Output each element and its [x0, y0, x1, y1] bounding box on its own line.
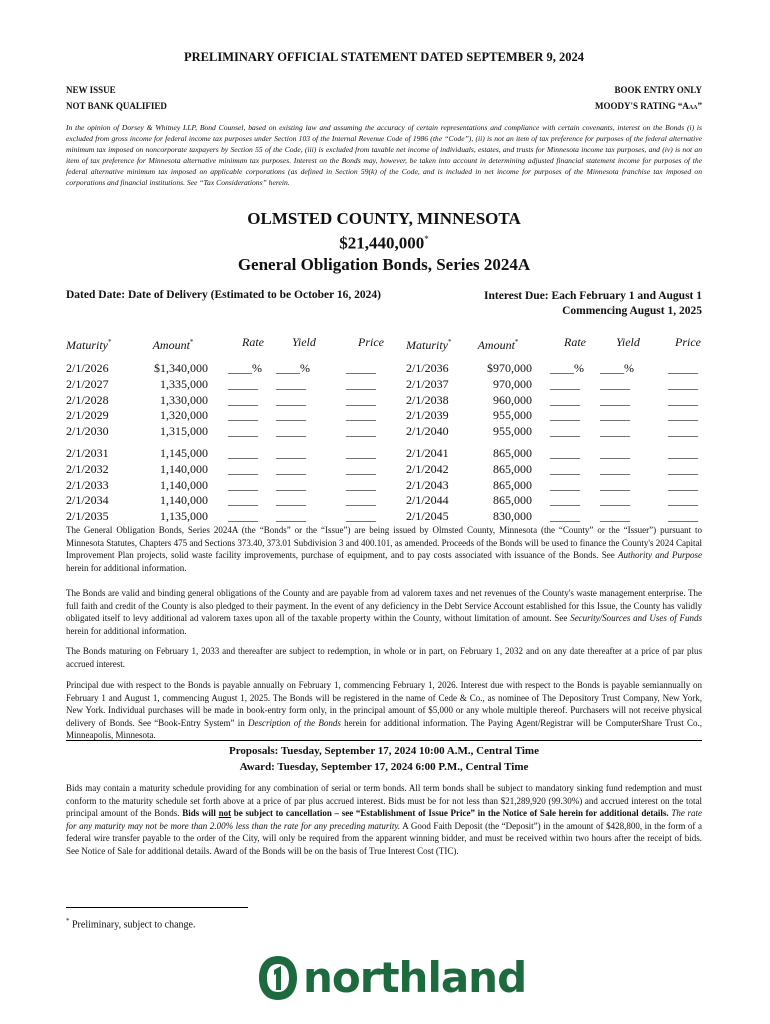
rating-label: MOODY'S RATING “Aaa” [594, 101, 702, 111]
schedule-cell-rate: _____ [228, 445, 258, 460]
schedule-cell-maturity: 2/1/2045 [406, 509, 449, 524]
schedule-cell-price: _____ [346, 493, 376, 508]
northland-logo [255, 950, 527, 1010]
series-name: General Obligation Bonds, Series 2024A [237, 254, 531, 274]
schedule-cell-price: _____ [346, 408, 376, 423]
proposals-line: Proposals: Tuesday, September 17, 2024 10:00 A.M., Central Time [229, 745, 539, 757]
schedule-cell-maturity: 2/1/2037 [406, 376, 449, 391]
schedule-cell-price: _____ [346, 376, 376, 391]
schedule-cell-amount: 830,000 [493, 509, 532, 524]
schedule-cell-price: _____ [668, 477, 698, 492]
schedule-cell-rate: _____ [550, 376, 580, 391]
schedule-cell-rate: _____ [550, 477, 580, 492]
schedule-cell-price: _____ [668, 493, 698, 508]
schedule-cell-amount: 955,000 [493, 408, 532, 423]
schedule-cell-price: _____ [346, 445, 376, 460]
interest-due: Interest Due: Each February 1 and August 1 Commencing August 1, 2025 [484, 290, 702, 317]
schedule-cell-rate: _____ [228, 493, 258, 508]
schedule-cell-maturity: 2/1/2035 [66, 509, 109, 524]
dated-date: Dated Date: Date of Delivery (Estimated to be October 16, 2024) [66, 289, 381, 301]
schedule-cell-yield: _____ [600, 461, 630, 476]
schedule-cell-amount: 1,135,000 [160, 509, 208, 524]
schedule-cell-maturity: 2/1/2036 [406, 361, 449, 375]
schedule-cell-yield: _____ [276, 424, 306, 439]
schedule-cell-price: _____ [668, 445, 698, 460]
schedule-cell-yield: _____ [276, 477, 306, 492]
schedule-cell-yield: _____ [600, 477, 630, 492]
paragraph-redemption: The Bonds maturing on February 1, 2033 and thereafter are subject to redemption, in whole or in part, on February 1, 2032 and on any date thereafter at a price of par plus accrued interest. [66, 646, 702, 669]
schedule-cell-amount: 1,140,000 [160, 477, 208, 492]
schedule-cell-price: _____ [668, 376, 698, 391]
schedule-cell-rate: _____ [228, 424, 258, 439]
schedule-cell-maturity: 2/1/2033 [66, 477, 109, 492]
schedule-cell-amount: 1,145,000 [160, 445, 208, 460]
schedule-cell-yield: _____ [600, 408, 630, 423]
schedule-cell-price: _____ [668, 509, 698, 524]
schedule-cell-maturity: 2/1/2034 [66, 493, 109, 508]
schedule-cell-yield: ____% [276, 361, 310, 375]
issue-heading [66, 208, 702, 275]
schedule-cell-yield: _____ [276, 445, 306, 460]
schedule-cell-yield: _____ [600, 445, 630, 460]
header-left [66, 82, 167, 114]
schedule-cell-amount: 865,000 [493, 493, 532, 508]
schedule-cell-amount: 955,000 [493, 424, 532, 439]
schedule-cell-yield: _____ [600, 392, 630, 407]
schedule-cell-maturity: 2/1/2039 [406, 408, 449, 423]
proposal-dates [66, 740, 702, 775]
schedule-cell-amount: 865,000 [493, 445, 532, 460]
schedule-cell-amount: 970,000 [493, 376, 532, 391]
schedule-cell-maturity: 2/1/2041 [406, 445, 449, 460]
column-header-maturity: Maturity* [406, 338, 452, 352]
schedule-cell-yield: _____ [600, 493, 630, 508]
commencing-date: Commencing August 1, 2025 [562, 305, 702, 317]
schedule-cell-yield: _____ [276, 392, 306, 407]
schedule-cell-rate: _____ [550, 445, 580, 460]
book-entry-label: BOOK ENTRY ONLY [614, 85, 702, 95]
paragraph-authority: The General Obligation Bonds, Series 2024A (the “Bonds” or the “Issue”) are being issued by Olmsted County, Minnesota (the “County” or the “Issuer”) pursuant to Minnesota Statutes, Chapters 475 and Sections 373.40, 373.01 Subdivision 3 and 400.101, as amended. Proceeds of the Bonds will be used to finance the County's 2024 Capital Improvement Plan projects, solid waste facility improvements, purchase of equipment, and to pay costs associated with issuance of the Bonds. See Authority and Purpose herein for additional information. [66, 525, 702, 573]
column-header-yield: Yield [616, 335, 640, 349]
schedule-cell-amount: 1,315,000 [160, 424, 208, 439]
paragraph-bids: Bids may contain a maturity schedule providing for any combination of serial or term bonds. All term bonds shall be subject to mandatory sinking fund redemption and must conform to the maturity schedule set forth above at a price of par plus accrued interest. Bids must be for not less than $21,289,920 (99.30%) and accrued interest on the total principal amount of the Bonds. Bids will not be subject to cancellation – see “Establishment of Issue Price” in the Notice of Sale herein for additional details. The rate for any maturity may not be more than 2.00% less than the rate for any preceding maturity. A Good Faith Deposit (the “Deposit”) in the amount of $428,800, in the form of a federal wire transfer payable to the order of the City, will only be required from the apparent winning bidder, and must be received within two hours after the receipt of bids. See Notice of Sale for additional details. Award of the Bonds will be on the basis of True Interest Cost (TIC). [66, 783, 703, 856]
schedule-cell-amount: 960,000 [493, 392, 532, 407]
schedule-cell-price: _____ [346, 424, 376, 439]
schedule-cell-price: _____ [346, 392, 376, 407]
schedule-cell-price: _____ [346, 361, 376, 375]
schedule-cell-maturity: 2/1/2026 [66, 361, 109, 375]
schedule-cell-price: _____ [668, 408, 698, 423]
logo-wordmark: northland [303, 953, 527, 1002]
schedule-cell-amount: 1,335,000 [160, 376, 208, 391]
schedule-cell-rate: _____ [550, 424, 580, 439]
schedule-cell-amount: 1,330,000 [160, 392, 208, 407]
schedule-cell-rate: _____ [228, 376, 258, 391]
schedule-cell-rate: _____ [550, 493, 580, 508]
schedule-cell-amount: 1,140,000 [160, 493, 208, 508]
schedule-cell-maturity: 2/1/2027 [66, 376, 109, 391]
schedule-cell-maturity: 2/1/2032 [66, 461, 109, 476]
schedule-cell-rate: _____ [228, 408, 258, 423]
not-bank-qualified-label: NOT BANK QUALIFIED [66, 101, 167, 111]
schedule-cell-price: _____ [346, 461, 376, 476]
schedule-cell-maturity: 2/1/2044 [406, 493, 449, 508]
schedule-cell-maturity: 2/1/2029 [66, 408, 109, 423]
schedule-cell-rate: _____ [228, 461, 258, 476]
schedule-cell-rate: ____% [550, 361, 584, 375]
schedule-cell-maturity: 2/1/2038 [406, 392, 449, 407]
schedule-cell-rate: _____ [228, 392, 258, 407]
schedule-cell-price: _____ [668, 424, 698, 439]
footnote-divider [66, 907, 248, 908]
column-header-rate: Rate [242, 335, 264, 349]
schedule-cell-maturity: 2/1/2030 [66, 424, 109, 439]
schedule-cell-yield: _____ [276, 461, 306, 476]
schedule-cell-amount: 865,000 [493, 461, 532, 476]
schedule-cell-maturity: 2/1/2028 [66, 392, 109, 407]
northland-mark-icon [255, 950, 301, 1006]
schedule-cell-yield: _____ [600, 509, 630, 524]
schedule-cell-rate: _____ [550, 509, 580, 524]
schedule-cell-amount: $970,000 [487, 361, 532, 375]
schedule-cell-maturity: 2/1/2042 [406, 461, 449, 476]
schedule-cell-price: _____ [346, 477, 376, 492]
schedule-cell-yield: _____ [600, 376, 630, 391]
paragraph-payment: Principal due with respect to the Bonds is payable annually on February 1, commencing February 1, 2026. Interest due with respect to the Bonds is payable semiannually on February 1 and August 1, commencing August 1, 2025. The Bonds will be registered in the name of Cede & Co., as nominee of The Depository Trust Company, New York, New York. Individual purchases will be made in book-entry form only, in the principal amount of $5,000 or any whole multiple thereof. Purchasers will not receive physical delivery of Bonds. See “Book-Entry System” in Description of the Bonds herein for additional information. The Paying Agent/Registrar will be ComputerShare Trust Co., Minneapolis, Minnesota. [66, 680, 702, 741]
schedule-cell-yield: _____ [276, 376, 306, 391]
tax-opinion: In the opinion of Dorsey & Whitney LLP, Bond Counsel, based on existing law and assuming the accuracy of certain representations and compliance with certain covenants, interest on the Bonds (i) is excluded from gross income for federal income tax purposes under Section 103 of the Internal Revenue Code of 1986 (the “Code”), (ii) is not an item of tax preference for purposes of the federal alternative minimum tax imposed on noncorporate taxpayers by Section 55 of the Code, (iii) is excluded from taxable net income of individuals, estates, and trusts for Minnesota income tax purposes, and (iv) is not an item of tax preference for Minnesota alternative minimum tax purposes. Interest on the Bonds may, however, be taken into account in determining adjusted financial statement income for purposes of the federal alternative minimum tax imposed on applicable corporations (as defined in Section 59(k) of the Code, and is included in net income for purposes of the Minnesota franchise tax imposed on corporations and financial institutions. See “Tax Considerations” herein. [66, 123, 702, 188]
column-header-rate: Rate [564, 335, 586, 349]
schedule-cell-amount: 865,000 [493, 477, 532, 492]
schedule-cell-rate: _____ [228, 509, 258, 524]
schedule-cell-yield: ____% [600, 361, 634, 375]
schedule-cell-price: _____ [668, 392, 698, 407]
schedule-cell-price: _____ [668, 361, 698, 375]
schedule-cell-price: _____ [668, 461, 698, 476]
schedule-cell-yield: _____ [600, 424, 630, 439]
schedule-cell-rate: _____ [228, 477, 258, 492]
schedule-cell-maturity: 2/1/2043 [406, 477, 449, 492]
schedule-cell-amount: 1,140,000 [160, 461, 208, 476]
schedule-cell-rate: _____ [550, 392, 580, 407]
schedule-cell-rate: _____ [550, 461, 580, 476]
schedule-cell-rate: _____ [550, 408, 580, 423]
schedule-cell-maturity: 2/1/2031 [66, 445, 109, 460]
page-title: PRELIMINARY OFFICIAL STATEMENT DATED SEPTEMBER 9, 2024 [184, 50, 584, 64]
schedule-cell-price: _____ [346, 509, 376, 524]
column-header-amount: Amount* [152, 338, 194, 352]
column-header-price: Price [675, 335, 701, 349]
schedule-cell-amount: $1,340,000 [154, 361, 208, 375]
column-header-yield: Yield [292, 335, 316, 349]
paragraph-security: The Bonds are valid and binding general obligations of the County and are payable from ad valorem taxes and net revenues of the County's waste management enterprise. The full faith and credit of the County is also pledged to their payment. In the event of any deficiency in the Debt Service Account established for this Issue, the County has validly obligated itself to levy additional ad valorem taxes upon all of the taxable property within the County, without limitation of amount. See Security/Sources and Uses of Funds herein for additional information. [66, 588, 702, 636]
footnote: * Preliminary, subject to change. [66, 917, 196, 931]
header-right [595, 82, 702, 114]
maturity-schedule [66, 335, 702, 524]
schedule-cell-maturity: 2/1/2040 [406, 424, 449, 439]
issue-amount: $21,440,000* [339, 233, 429, 253]
schedule-cell-yield: _____ [276, 408, 306, 423]
schedule-cell-rate: ____% [228, 361, 262, 375]
column-header-maturity: Maturity* [66, 338, 112, 352]
award-line: Award: Tuesday, September 17, 2024 6:00 P.M., Central Time [239, 761, 529, 773]
issuer-name: OLMSTED COUNTY, MINNESOTA [247, 209, 521, 228]
schedule-cell-amount: 1,320,000 [160, 408, 208, 423]
column-header-amount: Amount* [477, 338, 519, 352]
new-issue-label: NEW ISSUE [66, 85, 116, 95]
schedule-cell-yield: _____ [276, 493, 306, 508]
column-header-price: Price [358, 335, 384, 349]
schedule-cell-yield: _____ [276, 509, 306, 524]
